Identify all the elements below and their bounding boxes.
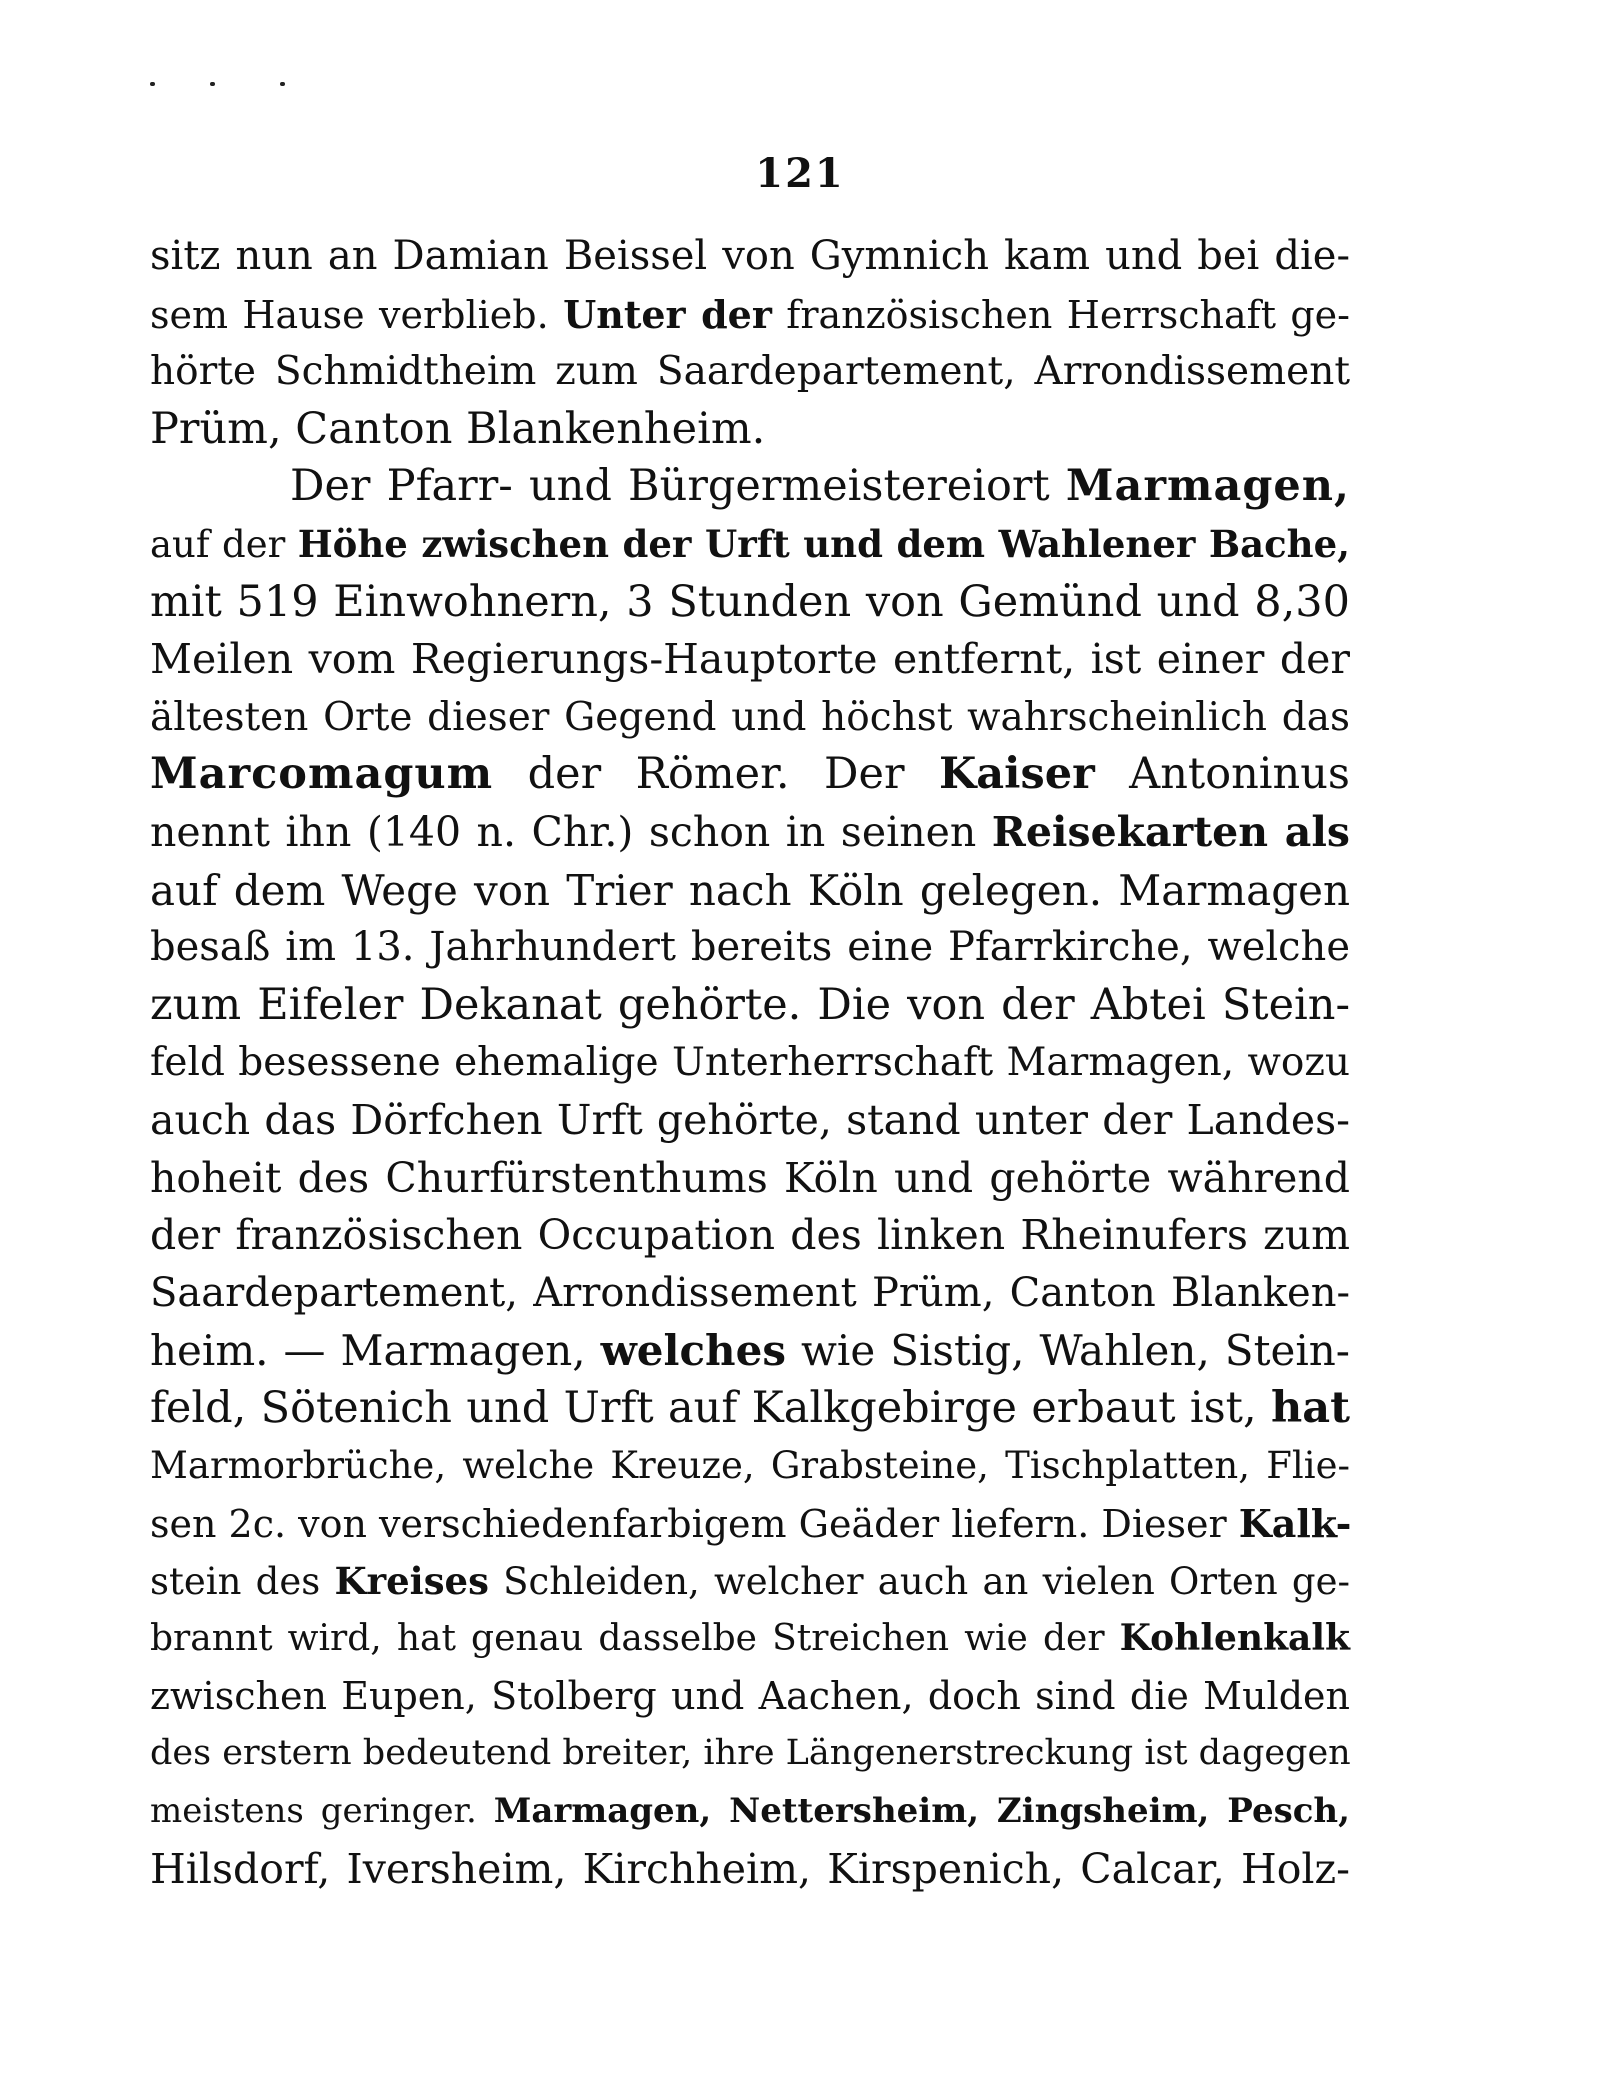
text-segment: Der Pfarr- und Bürgermeistereiort: [290, 461, 1066, 512]
text-segment: ältesten Orte dieser Gegend und höchst wahrscheinlich das: [150, 694, 1350, 740]
speck: [150, 82, 155, 86]
emphasized-place-name: Marcomagum: [150, 749, 494, 800]
text-segment: heim. — Marmagen,: [150, 1326, 601, 1376]
text-line: [150, 1092, 1350, 1150]
text-line: [150, 1265, 1350, 1323]
page-number: 121: [755, 150, 845, 197]
text-segment: des erstern bedeutend breiter, ihre Längenerstreckung ist dagegen: [150, 1733, 1351, 1774]
text-segment: zum Eifeler Dekanat gehörte. Die von der Abtei Stein-: [150, 979, 1350, 1030]
text-line: [150, 977, 1350, 1035]
text-line: [150, 804, 1350, 862]
text-line: [150, 516, 1350, 574]
text-segment: feld besessene ehemalige Unterherrschaft Marmagen, wozu: [150, 1040, 1350, 1086]
text-line: [150, 1725, 1350, 1783]
text-line: [150, 746, 1350, 804]
text-segment: sitz nun an Damian Beissel von Gymnich kam und bei die-: [150, 233, 1350, 279]
text-line: [150, 1034, 1350, 1092]
text-segment: wie Sistig, Wahlen, Stein-: [785, 1326, 1350, 1376]
bold-text: Kalk-: [1238, 1501, 1352, 1547]
text-line: [150, 1322, 1350, 1380]
emphasized-place-name: Marmagen,: [1065, 461, 1350, 512]
text-line: [150, 343, 1350, 401]
text-segment: sen 2c. von verschiedenfarbigem Geäder liefern. Dieser: [150, 1502, 1239, 1547]
text-line: [150, 1783, 1350, 1841]
text-segment: hoheit des Churfürstenthums Köln und gehörte während: [150, 1153, 1350, 1202]
text-segment: stein des: [150, 1559, 335, 1603]
bold-text: Höhe zwischen der Urft und dem Wahlener Bache,: [297, 521, 1351, 566]
text-line: [150, 1150, 1350, 1208]
text-segment: Meilen vom Regierungs-Hauptorte entfernt, ist einer der: [150, 635, 1350, 684]
text-segment: brannt wird, hat genau dasselbe Streichen wie der: [150, 1618, 1120, 1660]
bold-text: hat: [1271, 1382, 1350, 1433]
bold-text: Unter der: [563, 291, 772, 337]
speck: [210, 82, 215, 86]
bold-text: welches: [600, 1326, 786, 1376]
text-segment: auf dem Wege von Trier nach Köln gelegen. Marmagen: [150, 865, 1350, 915]
text-line: [150, 286, 1350, 344]
speck: [280, 82, 285, 86]
text-line: [150, 1553, 1350, 1611]
text-segment: mit 519 Einwohnern, 3 Stunden von Gemünd und 8,30: [150, 576, 1350, 627]
bold-text: Kreises: [334, 1558, 489, 1603]
text-line: [150, 862, 1350, 920]
scan-specks: [150, 82, 310, 92]
text-line: [150, 458, 1350, 516]
text-line: [150, 1437, 1350, 1495]
text-line: [150, 1668, 1350, 1726]
text-segment: Saardepartement, Arrondissement Prüm, Canton Blanken-: [150, 1269, 1350, 1316]
text-segment: meistens geringer.: [150, 1791, 494, 1832]
text-segment: sem Hause verblieb.: [150, 292, 564, 337]
text-line: [150, 631, 1350, 689]
text-line: [150, 228, 1350, 286]
text-segment: nennt ihn (140 n. Chr.) schon in seinen: [150, 807, 992, 856]
bold-text: Kaiser: [938, 749, 1095, 800]
text-line: [150, 1610, 1350, 1668]
text-line: [150, 574, 1350, 632]
bold-text: Reisekarten als: [991, 807, 1350, 856]
text-segment: Antoninus: [1094, 749, 1350, 800]
text-line: [150, 1841, 1350, 1899]
text-line: [150, 1207, 1350, 1265]
text-line: [150, 401, 1350, 459]
text-segment: hörte Schmidtheim zum Saardepartement, Arrondissement: [150, 349, 1350, 395]
text-segment: auf der: [150, 522, 298, 566]
text-line: [150, 689, 1350, 747]
text-segment: französischen Herrschaft ge-: [771, 292, 1350, 337]
text-segment: besaß im 13. Jahrhundert bereits eine Pfarrkirche, welche: [150, 924, 1350, 971]
text-segment: Prüm, Canton Blankenheim.: [150, 403, 766, 454]
text-segment: Hilsdorf, Iversheim, Kirchheim, Kirspenich, Calcar, Holz-: [150, 1844, 1350, 1893]
text-segment: Schleiden, welcher auch an vielen Orten ge-: [488, 1559, 1350, 1603]
text-line: [150, 919, 1350, 977]
body-text: [150, 228, 1350, 1898]
text-line: [150, 1380, 1350, 1438]
text-segment: Marmorbrüche, welche Kreuze, Grabsteine, Tischplatten, Flie-: [150, 1444, 1350, 1488]
text-line: [150, 1495, 1350, 1553]
bold-text: Kohlenkalk: [1119, 1617, 1350, 1660]
text-segment: der französischen Occupation des linken Rheinufers zum: [150, 1211, 1350, 1260]
text-segment: zwischen Eupen, Stolberg und Aachen, doch sind die Mulden: [150, 1673, 1350, 1718]
text-segment: feld, Sötenich und Urft auf Kalkgebirge erbaut ist,: [150, 1382, 1271, 1433]
text-segment: auch das Dörfchen Urft gehörte, stand unter der Landes-: [150, 1095, 1350, 1144]
bold-text: Marmagen, Nettersheim, Zingsheim, Pesch,: [493, 1791, 1350, 1832]
text-segment: der Römer. Der: [493, 749, 939, 800]
